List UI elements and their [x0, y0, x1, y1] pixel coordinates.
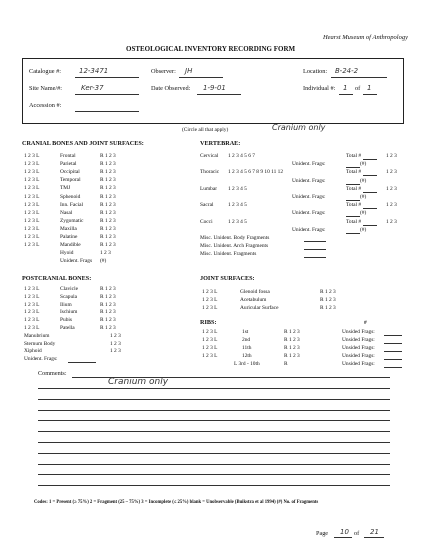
vertebra-total: Total # [346, 218, 362, 225]
rib-grade-right[interactable]: R 1 2 3 [284, 337, 300, 343]
location-label: Location: [303, 68, 328, 75]
blank-line[interactable] [346, 184, 360, 185]
bone-grade-left[interactable]: 1 2 3 L [24, 234, 40, 240]
bone-grade-left[interactable]: 1 2 3 L [24, 217, 40, 224]
bone-name: Temporal [60, 177, 81, 184]
blank-line[interactable] [304, 249, 326, 250]
blank-line[interactable] [346, 200, 360, 201]
catalogue-value[interactable]: 12-3471 [79, 67, 109, 75]
rib-grade-left[interactable]: 1 2 3 L [202, 345, 218, 351]
vertebra-grade[interactable]: 1 2 3 [386, 218, 397, 225]
bone-name: Palatine [60, 234, 78, 240]
catalogue-label: Catalogue #: [29, 68, 62, 75]
bone-grade-left[interactable]: 1 2 3 L [24, 301, 40, 308]
vertebra-numbers[interactable]: 1 2 3 4 5 [228, 185, 247, 192]
vertebra-grade[interactable]: 1 2 3 [386, 169, 397, 176]
joint-name: Auricular Surface [240, 304, 279, 311]
cranial-heading: CRANIAL BONES AND JOINT SURFACES: [22, 140, 144, 147]
blank-line[interactable] [68, 362, 96, 363]
bone-name: Occipital [60, 169, 80, 176]
vertebra-numbers[interactable]: 1 2 3 4 5 6 7 [228, 153, 255, 159]
bone-grade-left[interactable]: 1 2 3 L [24, 286, 40, 292]
bone-grade-right[interactable]: R 1 2 3 [100, 293, 116, 300]
blank-line[interactable] [384, 335, 402, 336]
vertebra-label: Cervical [200, 153, 219, 159]
joint-grade-left[interactable]: 1 2 3 L [202, 296, 218, 303]
bone-grade-left[interactable]: 1 2 3 L [24, 153, 40, 159]
vertebra-total: (#) [360, 161, 367, 168]
vertebra-total: (#) [360, 194, 367, 200]
bone-name: Scapula [60, 293, 78, 300]
bone-grade-right[interactable]: R 1 2 3 [100, 317, 116, 324]
rib-unsided-frags: Unsided Frags: [342, 329, 375, 335]
bone-name: Unident. Frags: [24, 356, 58, 363]
rib-name: 11th [242, 345, 252, 351]
misc-fragment-label: Misc. Unident. Arch Fragments [200, 243, 269, 250]
blank-line[interactable] [363, 225, 377, 226]
individual-value[interactable]: 1 [343, 84, 348, 92]
comment-line[interactable] [38, 485, 390, 486]
bone-grade-right[interactable]: R 1 2 3 [100, 209, 116, 216]
vertebra-label: Unident. Frags: [292, 226, 326, 233]
bone-name: Ilium [60, 301, 72, 308]
bone-grade-left[interactable]: 1 2 3 L [24, 325, 40, 331]
bone-grade-left[interactable]: 1 2 3 L [24, 225, 40, 232]
rib-grade-left[interactable]: 1 2 3 L [202, 337, 218, 343]
vertebra-numbers[interactable]: 1 2 3 4 5 6 7 8 9 10 11 12 [228, 169, 284, 176]
blank-line[interactable] [363, 175, 377, 176]
vertebra-grade[interactable]: 1 2 3 [386, 202, 397, 209]
comment-line[interactable] [38, 410, 390, 411]
comments-value[interactable]: Cranium only [108, 377, 169, 387]
vertebra-label: Thoracic [200, 169, 220, 176]
rib-grade-left[interactable]: 1 2 3 L [202, 329, 218, 335]
bone-grade-right[interactable]: R 1 2 3 [100, 217, 116, 224]
individual-of: of [355, 85, 361, 92]
misc-fragment-label: Misc. Unident. Fragments [200, 251, 257, 258]
bone-name: Inn. Facial [60, 201, 84, 208]
circle-note: (Circle all that apply) [182, 127, 229, 133]
bone-grade-right[interactable]: R 1 2 3 [100, 325, 116, 331]
rib-grade-right[interactable]: R 1 2 3 [284, 353, 300, 359]
individual-label: Individual #: [303, 85, 336, 92]
joint-grade-left[interactable]: 1 2 3 L [202, 304, 218, 311]
blank-line[interactable] [304, 241, 326, 242]
vertebra-numbers[interactable]: 1 2 3 4 5 [228, 218, 247, 225]
vertebra-label: Unident. Frags: [292, 161, 326, 168]
joint-grade-right[interactable]: R 1 2 3 [320, 304, 336, 311]
observer-value[interactable]: JH [185, 67, 193, 75]
rib-name: 2nd [242, 337, 251, 343]
date-label: Date Observed: [151, 85, 191, 92]
vertebra-label: Cocci [200, 218, 213, 225]
bone-grade-right[interactable]: R 1 2 3 [100, 153, 116, 159]
observer-label: Observer: [151, 68, 176, 75]
vertebra-total: (#) [360, 226, 367, 233]
bone-name: Hyoid [60, 250, 74, 257]
bone-name: Zygomatic [60, 217, 84, 224]
misc-fragment-label: Misc. Unident. Body Fragments [200, 235, 270, 241]
page-of: of [354, 530, 360, 537]
bone-name: Unident. Frags [60, 258, 93, 265]
joint-grade-left[interactable]: 1 2 3 L [202, 289, 218, 295]
bone-grade-right[interactable]: 1 2 3 [110, 348, 121, 355]
blank-line[interactable] [384, 367, 402, 368]
comment-line[interactable] [38, 453, 390, 454]
blank-line[interactable] [363, 192, 377, 193]
bone-grade-left[interactable]: 1 2 3 L [24, 209, 40, 216]
bone-name: Ischium [60, 309, 78, 316]
accession-label: Accession #: [29, 102, 62, 109]
rib-name: L 3rd - 10th [234, 361, 260, 367]
blank-line[interactable] [384, 351, 402, 352]
bone-grade-right[interactable]: 1 2 3 [100, 250, 111, 257]
museum-name: Hearst Museum of Anthropology [322, 34, 408, 41]
page-total[interactable]: 21 [370, 528, 379, 536]
bone-grade-left[interactable]: 1 2 3 L [24, 201, 40, 208]
joint-grade-right[interactable]: R 1 2 3 [320, 289, 336, 295]
bone-grade-left[interactable]: 1 2 3 L [24, 161, 40, 168]
bone-name: Sternum Body [24, 340, 56, 347]
bone-grade-right[interactable]: R 1 2 3 [100, 193, 116, 200]
form-title: OSTEOLOGICAL INVENTORY RECORDING FORM [126, 45, 296, 53]
codes-legend: Codes: 1 = Present (≥ 75%) 2 = Fragment (25 – 75%) 3 = Incomplete (≤ 25%) blank = Unobservable (Buikstra et al 1994) (#) No. of Fragments [34, 500, 319, 505]
bone-grade-left[interactable]: 1 2 3 L [24, 169, 40, 176]
vertebra-total: (#) [360, 177, 367, 184]
bone-name: Frontal [60, 153, 76, 159]
postcranial-heading: POSTCRANIAL BONES: [22, 275, 92, 282]
bone-grade-right[interactable]: 1 2 3 [110, 332, 121, 339]
vertebra-numbers[interactable]: 1 2 3 4 5 [228, 202, 247, 209]
comment-line[interactable] [38, 420, 390, 421]
bone-name: TMJ [60, 185, 71, 192]
vertebra-label: Unident. Frags: [292, 210, 326, 217]
vertebra-label: Unident. Frags: [292, 177, 326, 184]
location-value[interactable]: B-24-2 [335, 67, 359, 75]
comment-line[interactable] [72, 377, 390, 378]
date-value[interactable]: 1-9-01 [203, 84, 226, 92]
bone-grade-right[interactable]: R 1 2 3 [100, 225, 116, 232]
bone-grade-left[interactable]: 1 2 3 L [24, 309, 40, 316]
bone-name: Pubis [60, 317, 72, 324]
vertebra-label: Lumbar [200, 185, 218, 192]
comment-line[interactable] [38, 464, 390, 465]
joint-grade-right[interactable]: R 1 2 3 [320, 296, 336, 303]
comment-line[interactable] [38, 474, 390, 475]
bone-name: Manubrium [24, 332, 50, 339]
bone-name: Parietal [60, 161, 77, 168]
comment-line[interactable] [38, 431, 390, 432]
joint-name: Glenoid fossa [240, 289, 270, 295]
rib-grade-left[interactable]: 1 2 3 L [202, 353, 218, 359]
page-num[interactable]: 10 [340, 528, 349, 536]
individual-total[interactable]: 1 [367, 84, 372, 92]
vertebra-total: Total # [346, 153, 362, 159]
bone-grade-right[interactable]: R 1 2 3 [100, 242, 116, 249]
rib-grade-right[interactable]: R 1 2 3 [284, 345, 300, 351]
rib-name: 12th [242, 353, 252, 359]
bone-grade-left[interactable]: 1 2 3 L [24, 193, 40, 200]
rib-unsided-frags: Unsided Frags: [342, 337, 375, 343]
bone-grade-right[interactable]: R 1 2 3 [100, 177, 116, 184]
bone-grade-right[interactable]: 1 2 3 [110, 340, 121, 347]
rib-unsided-frags: Unsided Frags: [342, 345, 375, 351]
bone-grade-right[interactable]: R 1 2 3 [100, 161, 116, 168]
bone-name: Nasal [60, 209, 73, 216]
rib-grade-right[interactable]: R 1 2 3 [284, 329, 300, 335]
vertebra-grade[interactable]: 1 2 3 [386, 185, 397, 192]
vertebrae-heading: VERTEBRAE: [200, 140, 241, 147]
bone-grade-left[interactable]: 1 2 3 L [24, 293, 40, 300]
vertebra-label: Unident. Frags: [292, 194, 326, 200]
comments-label: Comments: [38, 370, 67, 377]
vertebra-grade[interactable]: 1 2 3 [386, 153, 397, 159]
bone-name: Xiphoid [24, 348, 42, 355]
vertebra-total: Total # [346, 202, 362, 209]
vertebra-total: (#) [360, 210, 367, 217]
bone-name: Maxilla [60, 225, 77, 232]
bone-grade-left[interactable]: 1 2 3 L [24, 317, 40, 324]
bone-grade-left[interactable]: 1 2 3 L [24, 242, 40, 249]
blank-line[interactable] [346, 167, 360, 168]
ribs-heading: RIBS: [200, 319, 217, 326]
blank-line[interactable] [363, 159, 377, 160]
bone-name: Mandible [60, 242, 81, 249]
joints-heading: JOINT SURFACES: [200, 275, 255, 282]
bone-grade-left[interactable]: 1 2 3 L [24, 185, 40, 192]
bone-grade-right[interactable]: R 1 2 3 [100, 201, 116, 208]
comment-line[interactable] [38, 442, 390, 443]
rib-name: 1st [242, 329, 249, 335]
site-value[interactable]: Ker-37 [81, 84, 104, 92]
bone-grade-right[interactable]: R 1 2 3 [100, 301, 116, 308]
joint-name: Acetabulum [240, 296, 267, 303]
bone-grade-right[interactable]: R 1 2 3 [100, 185, 116, 192]
blank-line[interactable] [384, 359, 402, 360]
vertebra-label: Sacral [200, 202, 214, 209]
bone-grade-right[interactable]: R 1 2 3 [100, 309, 116, 316]
bone-name: Sphenoid [60, 193, 81, 200]
blank-line[interactable] [346, 216, 360, 217]
rib-grade-right[interactable]: R [284, 361, 288, 367]
bone-grade-right[interactable]: R 1 2 3 [100, 234, 116, 240]
bone-name: Clavicle [60, 286, 78, 292]
comment-line[interactable] [38, 388, 390, 389]
page-label: Page [316, 530, 329, 537]
blank-line[interactable] [384, 343, 402, 344]
handwritten-note: Cranium only [272, 123, 326, 132]
rib-unsided-frags: Unsided Frags: [342, 361, 375, 367]
bone-grade-right[interactable]: R 1 2 3 [100, 169, 116, 176]
rib-unsided-frags: Unsided Frags: [342, 353, 375, 359]
blank-line[interactable] [304, 257, 326, 258]
site-label: Site Name/#: [29, 85, 63, 92]
bone-grade-right[interactable]: R 1 2 3 [100, 286, 116, 292]
bone-name: Patella [60, 325, 75, 331]
vertebra-total: Total # [346, 169, 362, 176]
bone-grade-left[interactable]: 1 2 3 L [24, 177, 40, 184]
ribs-hash: # [364, 320, 367, 326]
header-box [22, 58, 404, 124]
comment-line[interactable] [38, 399, 390, 400]
bone-grade-right[interactable]: (#) [100, 258, 107, 265]
vertebra-total: Total # [346, 185, 362, 192]
blank-line[interactable] [346, 233, 360, 234]
